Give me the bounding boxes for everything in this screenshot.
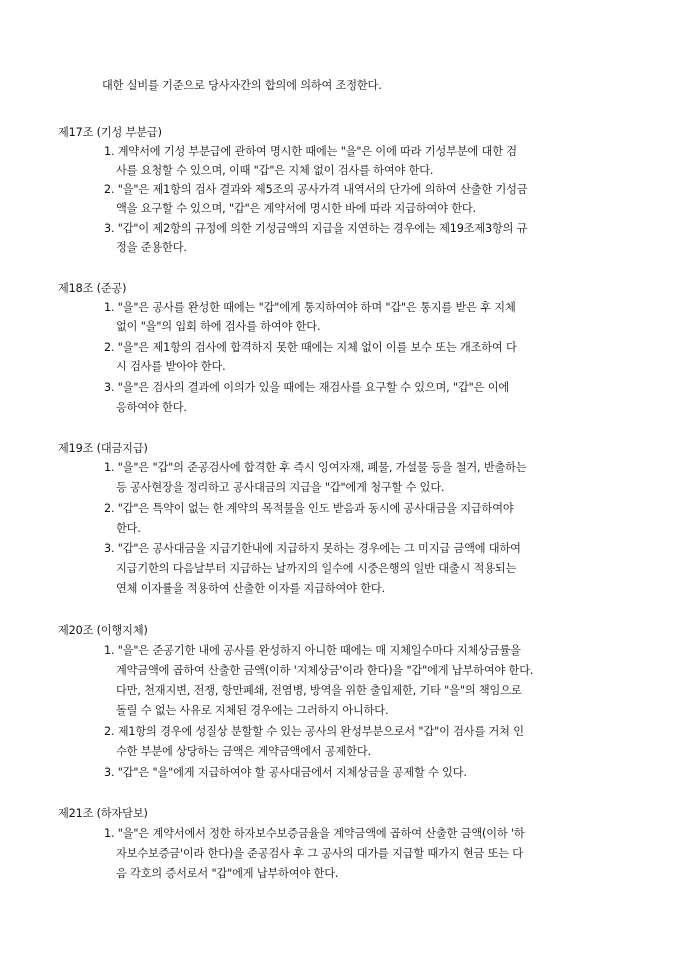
article-19-item-1-line-1: 1. "을"은 "갑"의 준공검사에 합격한 후 즉시 잉여자재, 폐물, 가설물 등을 철거, 반출하는: [104, 461, 527, 474]
article-20-item-1-line-4: 돌릴 수 없는 사유로 지체된 경우에는 그러하지 아니하다.: [116, 704, 389, 717]
article-21-heading: 제21조 (하자담보): [58, 807, 148, 820]
article-18-item-3-line-2: 응하여야 한다.: [116, 401, 187, 414]
article-21-item-1-line-2: 자보수보증금'이라 한다)을 준공검사 후 그 공사의 대가를 지급할 때가지 현금 또는 다: [116, 847, 523, 860]
article-19-item-3-line-3: 연체 이자률을 적용하여 산출한 이자를 지급하여야 한다.: [116, 582, 385, 595]
article-17-item-3-line-1: 3. "갑"이 제2항의 규정에 의한 기성금액의 지급을 지연하는 경우에는 제19조제3항의 규: [104, 222, 528, 235]
article-20-item-1-line-2: 계약금액에 곱하여 산출한 금액(이하 '지체상금'이라 한다)을 "갑"에게 납부하여야 한다.: [116, 664, 534, 677]
article-19-heading: 제19조 (대금지급): [58, 442, 148, 455]
article-20-item-3-line-1: 3. "갑"은 "을"에게 지급하여야 할 공사대금에서 지체상금을 공제할 수 있다.: [104, 766, 467, 779]
article-20-item-2-line-1: 2. 제1항의 경우에 성질상 분할할 수 있는 공사의 완성부분으로서 "갑"이 검사를 거쳐 인: [104, 725, 524, 738]
article-20-item-1-line-3: 다만, 천재지변, 전쟁, 항만폐쇄, 전염병, 방역을 위한 출입제한, 기타 "을"의 책임으로: [116, 684, 522, 697]
article-18-item-1-line-1: 1. "을"은 공사를 완성한 때에는 "갑"에게 통지하여야 하며 "갑"은 통지를 받은 후 지체: [104, 301, 516, 314]
article-18-item-1-line-2: 없이 "을"의 입회 하에 검사를 하여야 한다.: [116, 320, 321, 333]
article-19-item-3-line-1: 3. "갑"은 공사대금을 지급기한내에 지급하지 못하는 경우에는 그 미지급 금액에 대하여: [104, 542, 521, 555]
article-21-item-1-line-3: 음 각호의 증서로서 "갑"에게 납부하여야 한다.: [116, 867, 339, 880]
article-17-item-1-line-1: 1. 계약서에 기성 부분급에 관하여 명시한 때에는 "을"은 이에 따라 기성부분에 대한 검: [104, 145, 517, 158]
article-20-item-1-line-1: 1. "을"은 준공기한 내에 공사를 완성하지 아니한 때에는 매 지체일수마다 지체상금률을: [104, 644, 521, 657]
article-21-item-1-line-1: 1. "을"은 계약서에서 정한 하자보수보증금율을 계약금액에 곱하여 산출한 금액(이하 '하: [104, 827, 525, 840]
article-17-item-2-line-2: 액을 요구할 수 있으며, "갑"은 계약서에 명시한 바에 따라 지급하여야 한다.: [116, 202, 476, 215]
article-20-item-2-line-2: 수한 부분에 상당하는 금액은 계약금액에서 공제한다.: [116, 745, 371, 758]
article-19-item-2-line-1: 2. "갑"은 특약이 없는 한 계약의 목적물을 인도 받음과 동시에 공사대금을 지급하여야: [104, 502, 514, 515]
intro-line: 대한 실비를 기준으로 당사자간의 합의에 의하여 조정한다.: [102, 79, 382, 92]
article-17-item-3-line-2: 정을 준용한다.: [116, 241, 187, 254]
article-19-item-2-line-2: 한다.: [116, 522, 141, 535]
article-18-item-2-line-2: 시 검사를 받아야 한다.: [116, 360, 226, 373]
article-17-heading: 제17조 (기성 부분급): [58, 126, 162, 139]
article-20-heading: 제20조 (이행지체): [58, 624, 148, 637]
article-18-heading: 제18조 (준공): [58, 282, 127, 295]
article-19-item-1-line-2: 등 공사현장을 정리하고 공사대금의 지급을 "갑"에게 청구할 수 있다.: [116, 481, 445, 494]
article-17-item-1-line-2: 사를 요청할 수 있으며, 이때 "갑"은 지체 없이 검사를 하여야 한다.: [116, 164, 434, 177]
article-17-item-2-line-1: 2. "을"은 제1항의 검사 결과와 제5조의 공사가격 내역서의 단가에 의하여 산출한 기성금: [104, 183, 528, 196]
article-19-item-3-line-2: 지급기한의 다음날부터 지급하는 날까지의 일수에 시중은행의 일반 대출시 적용되는: [116, 562, 517, 575]
article-18-item-2-line-1: 2. "을"은 제1항의 검사에 합격하지 못한 때에는 지체 없이 이를 보수 또는 개조하여 다: [104, 341, 517, 354]
article-18-item-3-line-1: 3. "을"은 검사의 결과에 이의가 있을 때에는 재검사를 요구할 수 있으며, "갑"은 이에: [104, 381, 510, 394]
